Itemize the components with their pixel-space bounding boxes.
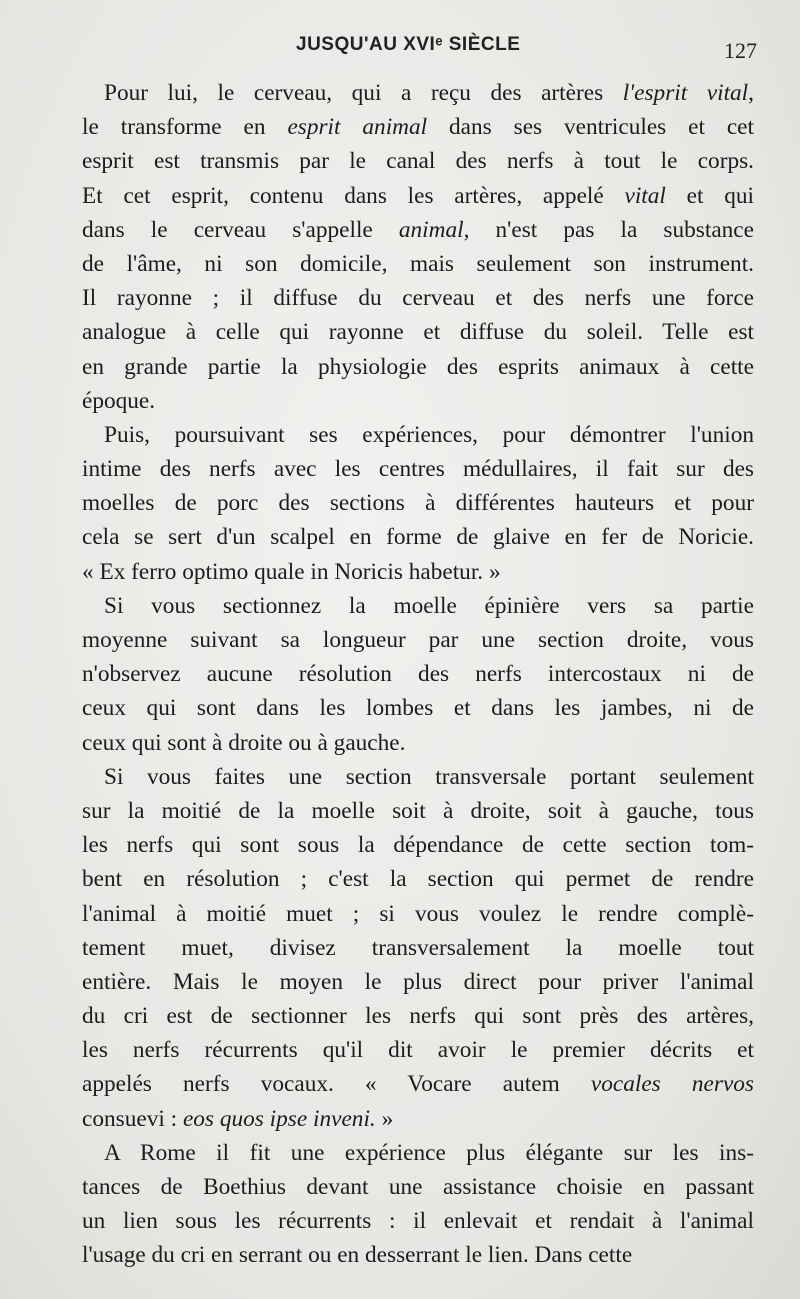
paragraph [82,760,754,1136]
text-line [82,179,754,213]
text-run: tances de Boethius devant une assistance choisie en passant [82,1174,754,1200]
text-line [82,999,754,1033]
paragraph [82,589,754,760]
text-line [82,486,754,520]
text-run: sur la moitié de la moelle soit à droite, soit à gauche, tous [82,797,754,824]
text-run: l'animal à moitié muet ; si vous voulez le rendre complè- [82,900,754,927]
text-line [82,76,754,110]
text-line [82,555,754,589]
text-run: analogue à celle qui rayonne et diffuse du soleil. Telle est [82,319,754,346]
text-line [82,691,754,725]
text-line [82,520,754,554]
text-line [82,281,754,315]
text-run: esprit est transmis par le canal des nerfs à tout le corps. [82,148,754,175]
text-line [82,589,754,623]
text-run: dans le cerveau s'appelle [82,216,399,243]
page-number: 127 [724,38,757,63]
text-line [82,418,754,452]
text-run: Pour lui, le cerveau, qui a reçu des artères [104,80,623,106]
paragraph [82,76,754,418]
text-run: « Ex ferro optimo quale in Noricis habetur. » [82,558,501,585]
text-run: et qui [665,182,754,209]
text-line [82,110,754,144]
text-run: n'observez aucune résolution des nerfs intercostaux ni de [82,661,754,688]
text-run: entière. Mais le moyen le plus direct pour priver l'animal [82,968,754,995]
text-run: un lien sous les récurrents : il enlevait et rendait à l'animal [82,1208,754,1235]
italic-text: vital [624,182,666,209]
text-run: intime des nerfs avec les centres médullaires, il fait sur des [82,456,754,483]
text-run: , [748,80,754,106]
text-line [82,247,754,281]
text-line [82,1102,754,1136]
page-header [0,32,800,62]
text-line [82,1170,754,1204]
text-line [82,794,754,828]
text-run: » [375,1105,394,1132]
text-line [82,657,754,691]
text-line [82,315,754,349]
running-title: JUSQU'AU XVIᵉ SIÈCLE [296,34,521,55]
text-run: moelles de porc des sections à différentes hauteurs et pour [82,490,754,517]
text-line [82,1204,754,1238]
text-line [82,1033,754,1067]
text-line [82,828,754,862]
text-run: du cri est de sectionner les nerfs qui sont près des artères, [82,1003,754,1030]
text-line [82,862,754,896]
italic-text: esprit animal [287,114,428,141]
paragraph [82,1136,754,1273]
text-run: de l'âme, ni son domicile, mais seulement son instrument. [82,250,754,277]
text-line [82,1067,754,1101]
text-line [82,350,754,384]
text-run: consuevi : [82,1105,183,1132]
text-run: Puis, poursuivant ses expériences, pour démontrer l'union [104,421,754,448]
text-run: moyenne suivant sa longueur par une section droite, vous [82,627,754,653]
text-run: Il rayonne ; il diffuse du cerveau et des nerfs une force [82,285,754,312]
text-run: les nerfs qui sont sous la dépendance de cette section tom- [82,832,754,859]
italic-text: l'esprit vital [622,80,749,106]
text-line [82,1238,754,1272]
text-run: ceux qui sont dans les lombes et dans les jambes, ni de [82,695,754,722]
text-run: le transforme en [82,114,288,141]
text-run: l'usage du cri en serrant ou en desserrant le lien. Dans cette [82,1242,633,1269]
text-line [82,897,754,931]
text-line [82,384,754,418]
text-run: Si vous faites une section transversale portant seulement [104,763,754,790]
text-run: tement muet, divisez transversalement la moelle tout [82,934,754,961]
text-line [82,623,754,657]
text-line [82,760,754,794]
text-line [82,931,754,965]
text-run: les nerfs récurrents qu'il dit avoir le premier décrits et [82,1037,754,1064]
text-line [82,452,754,486]
paragraph [82,418,754,589]
body-text [82,76,754,1273]
text-run: bent en résolution ; c'est la section qui permet de rendre [82,866,754,893]
text-run: Si vous sectionnez la moelle épinière vers sa partie [104,592,754,619]
text-line [82,1136,754,1170]
text-run: en grande partie la physiologie des esprits animaux à cette [82,353,754,380]
text-line [82,726,754,760]
italic-text: animal [398,216,464,243]
italic-text: vocales nervos [590,1071,754,1098]
text-run: A Rome il fit une expérience plus élégante sur les ins- [104,1139,754,1166]
text-run: cela se sert d'un scalpel en forme de glaive en fer de Noricie. [82,524,754,551]
text-line [82,144,754,178]
text-run: Et cet esprit, contenu dans les artères, appelé [82,182,625,209]
text-run: , n'est pas la substance [463,216,754,243]
text-line [82,213,754,247]
text-line [82,965,754,999]
text-run: appelés nerfs vocaux. « Vocare autem [82,1071,591,1098]
text-run: ceux qui sont à droite ou à gauche. [82,729,406,756]
text-run: dans ses ventricules et cet [427,114,754,141]
text-run: époque. [82,387,156,414]
italic-text: eos quos ipse inveni. [182,1105,376,1132]
